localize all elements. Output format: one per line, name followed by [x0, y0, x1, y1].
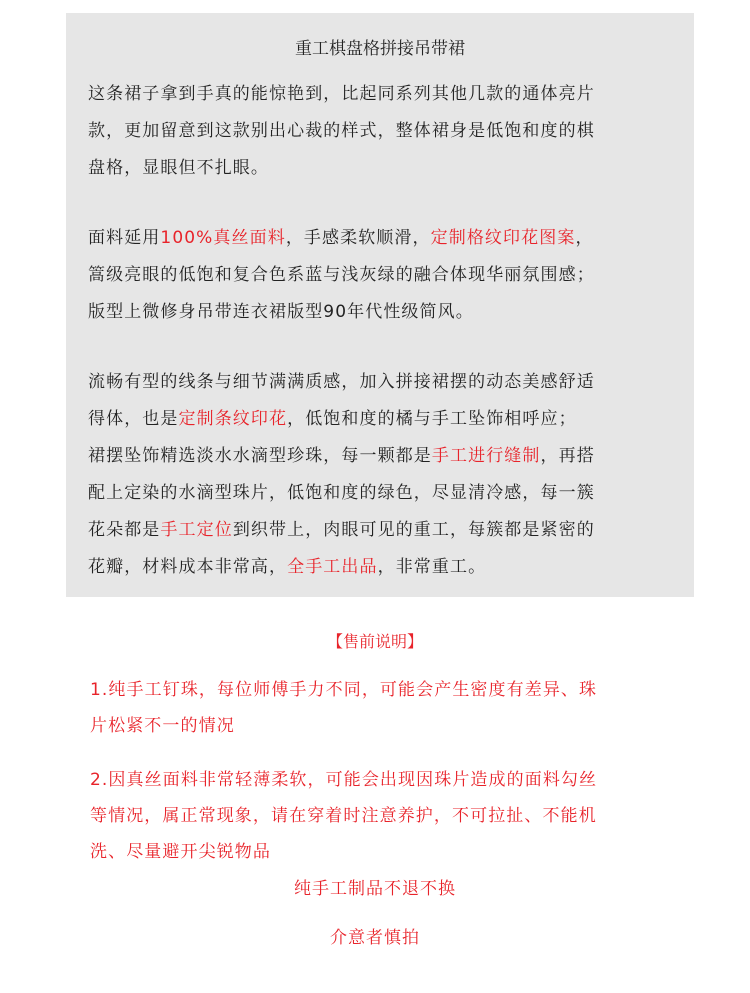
notice-line: 洗、尽量避开尖锐物品 — [90, 842, 271, 862]
paragraph-line — [88, 512, 678, 549]
text-segment: 花朵都是 — [88, 520, 161, 540]
paragraph-line: 这条裙子拿到手真的能惊艳到，比起同系列其他几款的通体亮片 — [88, 84, 595, 104]
paragraph-line: 盘格，显眼但不扎眼。 — [88, 158, 269, 178]
description-paragraph-1 — [88, 76, 678, 187]
description-paragraph-2 — [88, 220, 678, 331]
highlight-handsewn: 手工进行缝制 — [431, 446, 541, 466]
highlight-handmade: 全手工出品 — [287, 557, 378, 577]
description-paragraph-3 — [88, 364, 678, 586]
paragraph-line — [88, 549, 678, 586]
text-segment: ， — [575, 228, 594, 248]
highlight-silk-fabric: 100%真丝面料 — [160, 228, 286, 248]
text-segment: 面料延用 — [88, 228, 161, 248]
paragraph-line — [88, 220, 678, 257]
notice-line: 等情况，属正常现象，请在穿着时注意养护，不可拉扯、不能机 — [90, 806, 597, 826]
text-segment: 得体，也是 — [88, 409, 179, 429]
notice-item-1 — [90, 672, 690, 744]
notice-line: 1.纯手工钉珠，每位师傅手力不同，可能会产生密度有差异、珠 — [90, 680, 598, 700]
paragraph-line — [88, 438, 678, 475]
highlight-hand-positioned: 手工定位 — [160, 520, 233, 540]
no-return-notice: 纯手工制品不退不换 — [294, 879, 456, 899]
notice-line: 2.因真丝面料非常轻薄柔软，可能会出现因珠片造成的面料勾丝 — [90, 770, 598, 790]
paragraph-line: 篙级亮眼的低饱和复合色系蓝与浅灰绿的融合体现华丽氛围感； — [88, 265, 595, 285]
caution-notice: 介意者慎拍 — [330, 928, 420, 948]
notice-line: 片松紧不一的情况 — [90, 716, 235, 736]
text-segment: 花瓣，材料成本非常高， — [88, 557, 288, 577]
description-panel — [66, 13, 694, 597]
presale-notice-title: 【售前说明】 — [326, 632, 423, 651]
text-segment: 到织带上，肉眼可见的重工，每簇都是紧密的 — [232, 520, 595, 540]
paragraph-line: 配上定染的水滴型珠片，低饱和度的绿色，尽显清冷感，每一簇 — [88, 483, 595, 503]
paragraph-line: 流畅有型的线条与细节满满质感，加入拼接裙摆的动态美感舒适 — [88, 372, 595, 392]
notice-item-2 — [90, 762, 690, 870]
text-segment: ，低饱和度的橘与手工坠饰相呼应； — [287, 409, 577, 429]
text-segment: ，再搭 — [540, 446, 595, 466]
paragraph-line — [88, 401, 678, 438]
highlight-custom-print: 定制格纹印花图案 — [430, 228, 576, 248]
highlight-stripe-print: 定制条纹印花 — [178, 409, 288, 429]
product-title: 重工棋盘格拼接吊带裙 — [295, 39, 465, 59]
text-segment: ，手感柔软顺滑， — [285, 228, 431, 248]
paragraph-line: 款，更加留意到这款别出心裁的样式，整体裙身是低饱和度的棋 — [88, 121, 595, 141]
text-segment: ，非常重工。 — [377, 557, 487, 577]
text-segment: 裙摆坠饰精选淡水水滴型珍珠，每一颗都是 — [88, 446, 432, 466]
paragraph-line: 版型上微修身吊带连衣裙版型90年代性级简风。 — [88, 302, 474, 322]
